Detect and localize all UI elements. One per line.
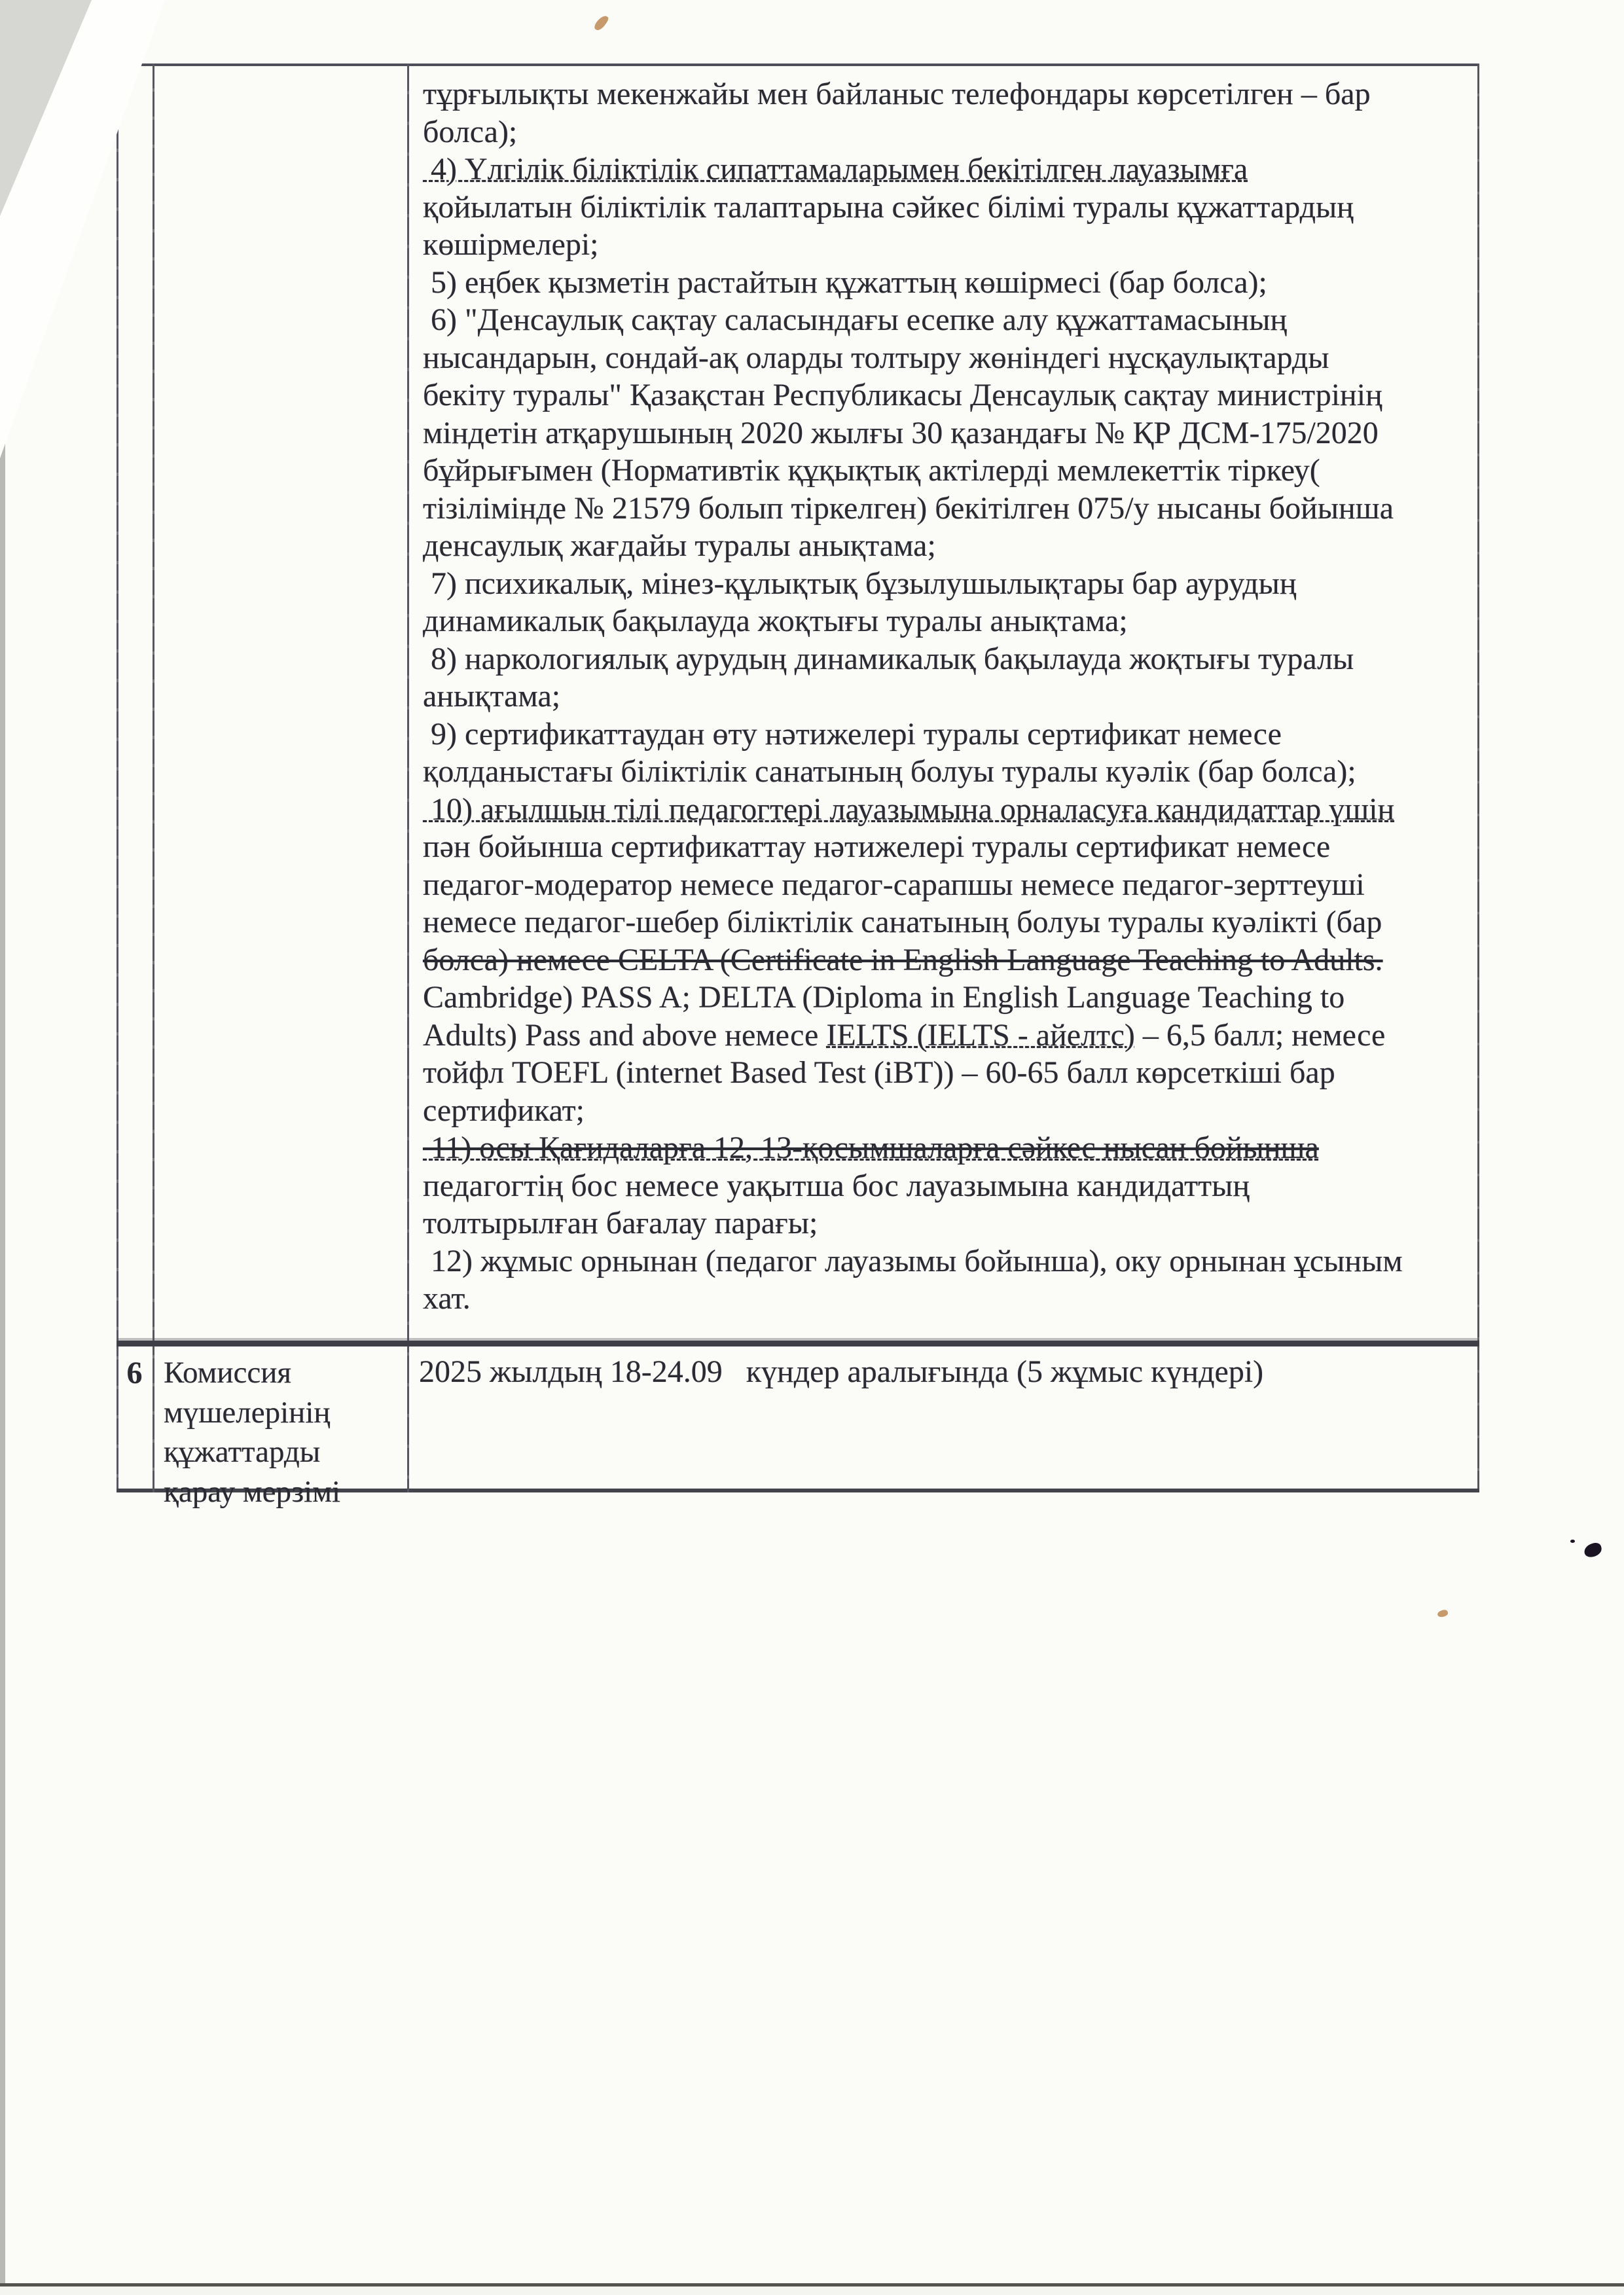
- plain-text: хат.: [423, 1281, 471, 1316]
- paper-stain: [1437, 1609, 1449, 1619]
- text-line: мүшелерінің: [164, 1395, 331, 1430]
- plain-text: тұрғылықты мекенжайы мен байланыс телефондары көрсетілген – бар: [423, 77, 1371, 111]
- text-line: [423, 1242, 1477, 1280]
- document-table: [117, 63, 1479, 1509]
- plain-text: қолданыстағы біліктілік санатының болуы туралы куәлік (бар болса);: [423, 754, 1356, 789]
- text-line: [423, 1017, 1477, 1055]
- text-line: [423, 75, 1477, 113]
- plain-text: 6) "Денсаулық сақтау саласындағы есепке алу құжаттамасының: [423, 302, 1288, 337]
- scan-left-edge: [0, 281, 5, 2283]
- plain-text: тізілімінде № 21579 болып тіркелген) бекітілген 075/у нысаны бойынша: [423, 490, 1394, 526]
- text-line: [423, 189, 1477, 226]
- text-line: [423, 1092, 1477, 1130]
- text-line: [423, 113, 1477, 151]
- plain-text: нысандарын, сондай-ақ оларды толтыру жөніндегі нұсқаулықтарды: [423, 340, 1329, 375]
- text-line: [423, 151, 1477, 189]
- decorated-text: IELTS (IELTS - айелтс): [826, 1017, 1135, 1053]
- text-line: [423, 866, 1477, 904]
- plain-text: толтырылған бағалау парағы;: [423, 1206, 818, 1240]
- scanner-background: [0, 2286, 1624, 2295]
- text-line: [423, 1167, 1477, 1205]
- row-divider: [117, 1341, 1479, 1346]
- decorated-text: 4) Үлгілік біліктілік сипаттамаларымен бекітілген лауазымға: [423, 152, 1248, 187]
- text-line: [423, 1129, 1477, 1167]
- plain-text: пән бойынша сертификаттау нәтижелері туралы сертификат немесе: [423, 829, 1331, 864]
- text-line: [423, 376, 1477, 414]
- ink-dot: [1570, 1540, 1575, 1543]
- plain-text: сертификат;: [423, 1093, 585, 1128]
- column-divider-label: [407, 63, 409, 1492]
- plain-text: динамикалық бақылауда жоқтығы туралы анықтама;: [423, 604, 1128, 638]
- text-line: [423, 828, 1477, 866]
- plain-text: педагог-модератор немесе педагог-сарапшы немесе педагог-зерттеуші: [423, 867, 1365, 902]
- table-border-right: [1477, 63, 1479, 1492]
- text-line: [423, 753, 1477, 791]
- table-border-top: [117, 63, 1479, 66]
- text-line: [423, 527, 1477, 565]
- row6-number-cell: 6: [126, 1356, 143, 1390]
- text-line: [423, 602, 1477, 640]
- text-line: [423, 1204, 1477, 1242]
- text-line: [423, 979, 1477, 1017]
- plain-text: бекіту туралы" Қазақстан Республикасы Денсаулық сақтау министрінің: [423, 378, 1382, 412]
- paper-stain-top: [593, 14, 610, 33]
- column-divider-number: [153, 63, 154, 1492]
- decorated-text: болса) немесе CELTA (Certificate in English Language Teaching to Adults.: [423, 942, 1383, 977]
- text-line: [423, 1280, 1477, 1318]
- plain-text: бұйрығымен (Нормативтік құқықтық актілерді мемлекеттік тіркеу(: [423, 453, 1320, 488]
- text-line: [423, 226, 1477, 264]
- plain-text: қойылатын біліктілік талаптарына сәйкес білімі туралы құжаттардың: [423, 189, 1354, 225]
- plain-text: педагогтің бос немесе уақытша бос лауазымына кандидаттың: [423, 1168, 1250, 1203]
- text-line: [423, 640, 1477, 678]
- plain-text: денсаулық жағдайы туралы анықтама;: [423, 528, 936, 563]
- plain-text: 7) психикалық, мінез-құлықтық бұзылушылықтары бар аурудың: [423, 566, 1297, 601]
- text-line: [423, 678, 1477, 715]
- text-line: [423, 791, 1477, 829]
- row5-content-cell: [423, 75, 1477, 1318]
- text-line: [423, 1054, 1477, 1092]
- plain-text: міндетін атқарушының 2020 жылғы 30 қазандағы № ҚР ДСМ-175/2020: [423, 415, 1379, 450]
- decorated-text: 11) осы Қағидаларға 12, 13-қосымшаларға сәйкес нысан бойынша: [423, 1130, 1319, 1165]
- row6-value-cell: 2025 жылдың 18-24.09 күндер аралығында (5 жұмыс күндері): [419, 1354, 1264, 1389]
- plain-text: Adults) Pass and above немесе: [423, 1017, 827, 1053]
- text-line: [423, 339, 1477, 377]
- text-line: [423, 941, 1477, 979]
- decorated-text: [423, 1130, 1319, 1165]
- plain-text: 9) сертификаттаудан өту нәтижелері туралы сертификат немесе: [423, 716, 1282, 751]
- plain-text: көшірмелері;: [423, 227, 599, 262]
- plain-text: 12) жұмыс орнынан (педагог лауазымы бойынша), оку орнынан ұсыным: [423, 1243, 1403, 1278]
- text-line: [423, 715, 1477, 753]
- text-line: қарау мерзімі: [164, 1474, 341, 1509]
- text-line: [423, 903, 1477, 941]
- plain-text: болса);: [423, 114, 518, 149]
- plain-text: тойфл TOEFL (internet Based Test (iBT)) – 60-65 балл көрсеткіші бар: [423, 1055, 1335, 1090]
- text-line: [423, 301, 1477, 339]
- text-line: құжаттарды: [164, 1435, 321, 1469]
- ink-blot: [1583, 1542, 1603, 1559]
- table-border-left: [117, 63, 118, 1492]
- plain-text: 8) наркологиялық аурудың динамикалық бақылауда жоқтығы туралы: [423, 641, 1354, 676]
- plain-text: – 6,5 балл; немесе: [1134, 1017, 1386, 1053]
- plain-text: 5) еңбек қызметін растайтын құжаттың көшірмесі (бар болса);: [423, 264, 1267, 300]
- text-line: [423, 490, 1477, 528]
- plain-text: немесе педагог-шебер біліктілік санатының болуы туралы куәлікті (бар: [423, 905, 1382, 939]
- plain-text: анықтама;: [423, 679, 561, 714]
- row6-label-cell: [164, 1353, 407, 1511]
- decorated-text: 10) ағылшын тілі педагогтері лауазымына орналасуға кандидаттар үшін: [423, 791, 1395, 827]
- text-line: Комиссия: [164, 1356, 291, 1390]
- text-line: [423, 264, 1477, 302]
- text-line: [423, 414, 1477, 452]
- text-line: [423, 452, 1477, 490]
- text-line: [423, 565, 1477, 603]
- plain-text: Cambridge) PASS A; DELTA (Diploma in English Language Teaching to: [423, 980, 1345, 1015]
